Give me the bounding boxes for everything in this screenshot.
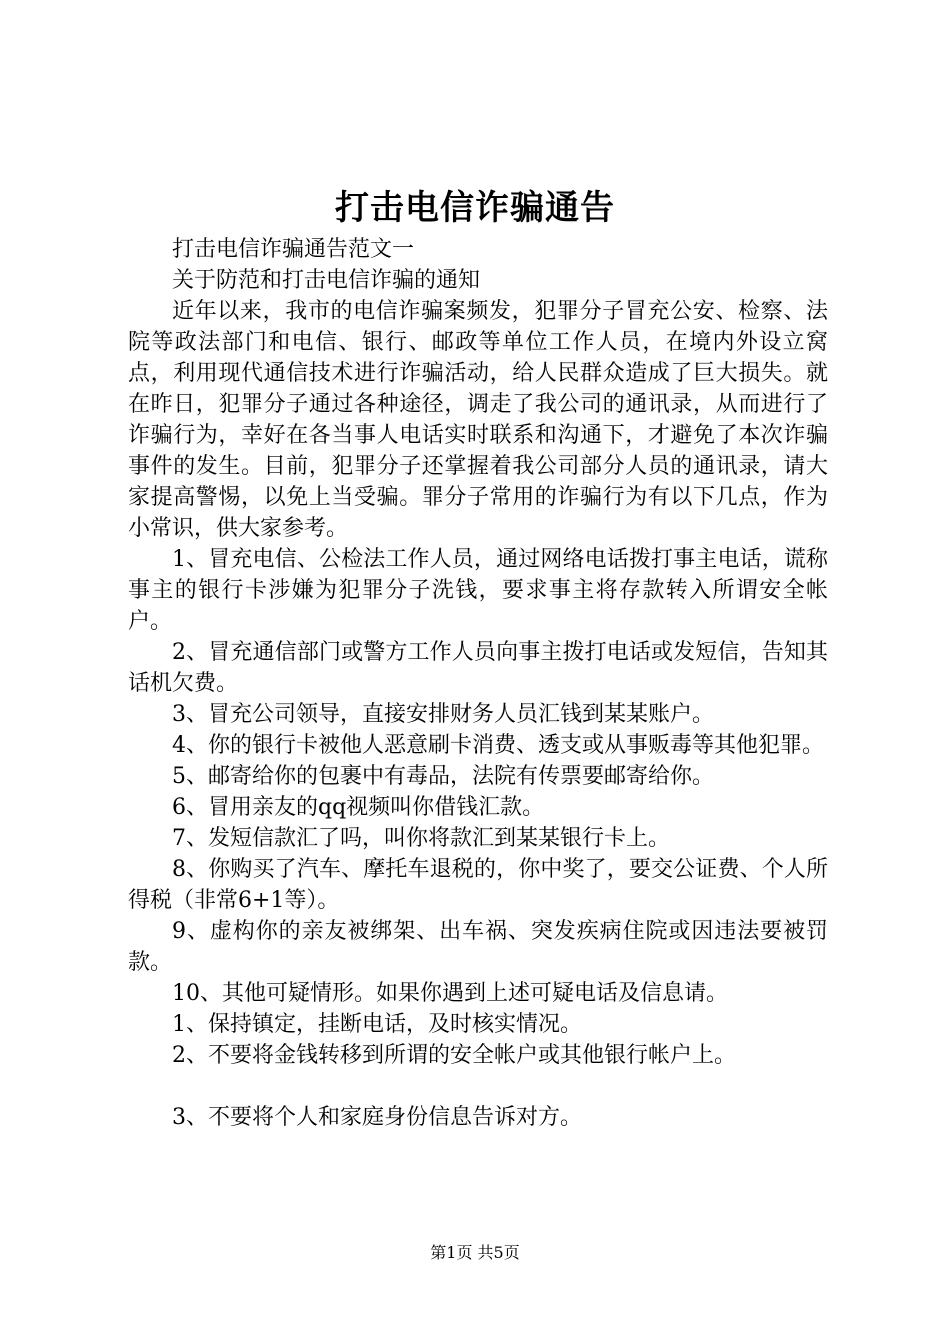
paragraph-item-3: 3、冒充公司领导，直接安排财务人员汇钱到某某账户。: [172, 702, 714, 727]
paragraph-item-1: 1、冒充电信、公检法工作人员，通过网络电话拨打事主电话，谎称事主的银行卡涉嫌为犯罪分子洗钱，要求事主将存款转入所谓安全帐户。: [128, 547, 828, 634]
paragraph-subtitle-2: 关于防范和打击电信诈骗的通知: [172, 268, 481, 293]
paragraph-subtitle-1: 打击电信诈骗通告范文一: [172, 237, 415, 262]
paragraph-advice-1: 1、保持镇定，挂断电话，及时核实情况。: [172, 1012, 582, 1037]
paragraph-advice-3: 3、不要将个人和家庭身份信息告诉对方。: [172, 1105, 582, 1130]
paragraph-item-7: 7、发短信款汇了吗，叫你将款汇到某某银行卡上。: [172, 826, 670, 851]
page-footer: 第1页 共5页: [430, 1243, 520, 1262]
paragraph-item-6: 6、冒用亲友的qq视频叫你借钱汇款。: [172, 795, 545, 820]
paragraph-item-5: 5、邮寄给你的包裹中有毒品，法院有传票要邮寄给你。: [172, 764, 714, 789]
document-body: [128, 234, 828, 1133]
document-title: 打击电信诈骗通告: [335, 188, 615, 228]
paragraph-advice-2: 2、不要将金钱转移到所谓的安全帐户或其他银行帐户上。: [172, 1043, 736, 1068]
paragraph-intro: 近年以来，我市的电信诈骗案频发，犯罪分子冒充公安、检察、法院等政法部门和电信、银行、邮政等单位工作人员，在境内外设立窝点，利用现代通信技术进行诈骗活动，给人民群众造成了巨大损失。就在昨日，犯罪分子通过各种途径，调走了我公司的通讯录，从而进行了诈骗行为，幸好在各当事人电话实时联系和沟通下，才避免了本次诈骗事件的发生。目前，犯罪分子还掌握着我公司部分人员的通讯录，请大家提高警惕，以免上当受骗。罪分子常用的诈骗行为有以下几点，作为小常识，供大家参考。: [128, 299, 828, 541]
paragraph-item-8: 8、你购买了汽车、摩托车退税的，你中奖了，要交公证费、个人所得税（非常6+1等）。: [128, 857, 828, 913]
paragraph-item-2: 2、冒充通信部门或警方工作人员向事主拨打电话或发短信，告知其话机欠费。: [128, 640, 828, 696]
paragraph-item-4: 4、你的银行卡被他人恶意刷卡消费、透支或从事贩毒等其他犯罪。: [172, 733, 824, 758]
paragraph-item-10: 10、其他可疑情形。如果你遇到上述可疑电话及信息请。: [172, 981, 728, 1006]
paragraph-item-9: 9、虚构你的亲友被绑架、出车祸、突发疾病住院或因违法要被罚款。: [128, 919, 828, 975]
